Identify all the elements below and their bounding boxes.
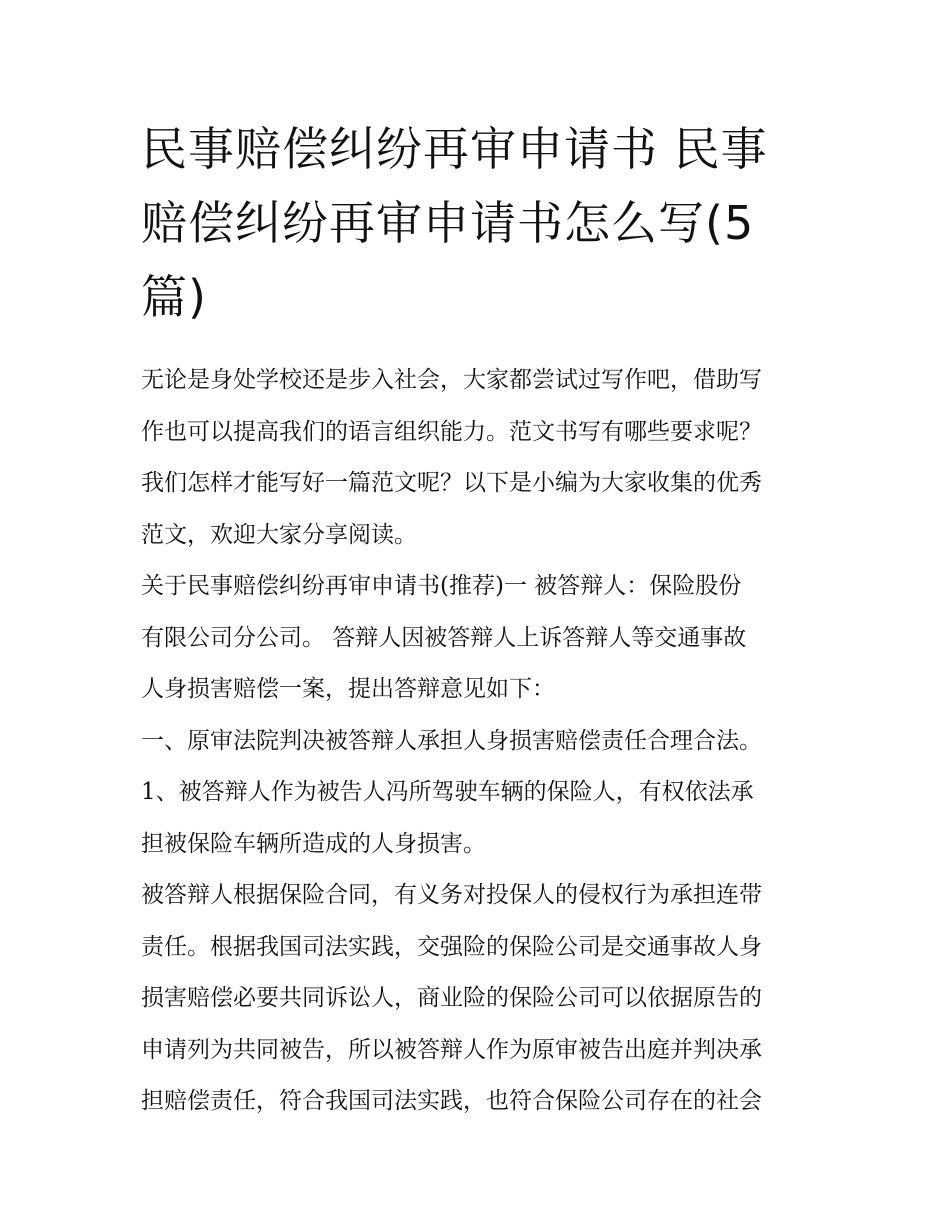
- title-line-3: 篇): [141, 270, 207, 324]
- document-title: [141, 112, 821, 334]
- body-line-7: 人身损害赔偿一案，提出答辩意见如下：: [141, 676, 555, 702]
- body-line-5: 关于民事赔偿纠纷再审申请书(推荐)一 被答辩人：保险股份: [141, 573, 742, 599]
- body-line-12: 责任。根据我国司法实践，交强险的保险公司是交通事故人身: [141, 933, 762, 960]
- body-line-8: 一、原审法院判决被答辩人承担人身损害赔偿责任合理合法。: [141, 727, 762, 754]
- title-line-1: 民事赔偿纠纷再审申请书 民事: [141, 122, 768, 176]
- body-line-13: 损害赔偿必要共同诉讼人，商业险的保险公司可以依据原告的: [141, 985, 762, 1011]
- body-line-6: 有限公司分公司。 答辩人因被答辩人上诉答辩人等交通事故: [141, 624, 747, 651]
- body-line-14: 申请列为共同被告，所以被答辩人作为原审被告出庭并判决承: [141, 1036, 762, 1063]
- body-line-10: 担被保险车辆所造成的人身损害。: [141, 830, 486, 857]
- document-body: [141, 360, 821, 1133]
- body-line-9: 1、被答辩人作为被告人冯所驾驶车辆的保险人，有权依法承: [141, 779, 754, 805]
- body-line-1: 无论是身处学校还是步入社会，大家都尝试过写作吧，借助写: [141, 367, 762, 393]
- body-line-4: 范文，欢迎大家分享阅读。: [141, 521, 417, 548]
- title-line-2: 赔偿纠纷再审申请书怎么写(5: [141, 196, 755, 250]
- body-line-11: 被答辩人根据保险合同，有义务对投保人的侵权行为承担连带: [141, 882, 762, 908]
- body-line-15: 担赔偿责任，符合我国司法实践，也符合保险公司存在的社会: [141, 1088, 762, 1114]
- body-line-2: 作也可以提高我们的语言组织能力。范文书写有哪些要求呢？: [141, 418, 762, 445]
- body-line-3: 我们怎样才能写好一篇范文呢？以下是小编为大家收集的优秀: [141, 470, 762, 496]
